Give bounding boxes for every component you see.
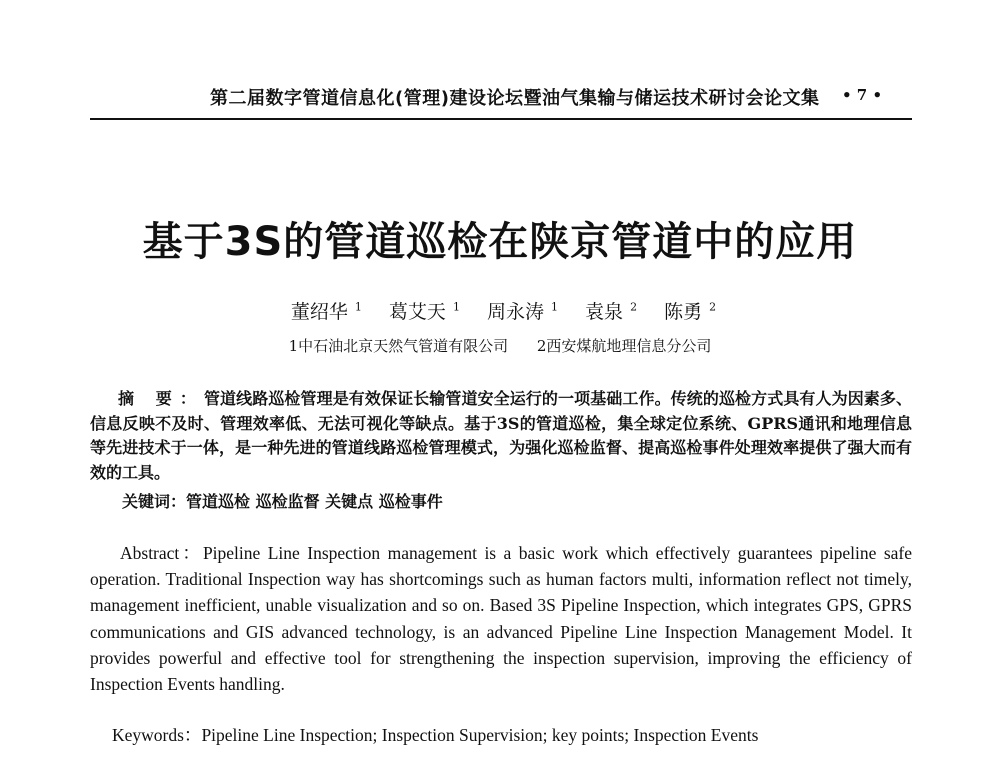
paper-title: 基于3S的管道巡检在陕京管道中的应用: [142, 219, 858, 265]
abstract-label: 摘 要：: [118, 389, 204, 408]
keywords-label: Keywords：: [112, 725, 202, 745]
author: 袁泉 $^2$: [585, 300, 638, 323]
author: 董绍华 $^1$: [290, 300, 362, 323]
chinese-abstract: [90, 387, 912, 485]
keywords-label: 关键词：: [122, 492, 187, 511]
abstract-text: Pipeline Line Inspection management is a basic work which effectively guarantees pipeline safe operation. Traditional Inspection way has shortcomings such as human factors multi, information reflect not timely, management inefficient, unable visualization and so on. Based 3S Pipeline Inspection, which integrates GPS, GPRS communications and GIS advanced technology, is an advanced Pipeline Line Inspection Management Model. It provides powerful and effective tool for strengthening the inspection supervision, improving the efficiency of Inspection Events handling.: [90, 543, 912, 695]
keywords-text: 管道巡检 巡检监督 关键点 巡检事件: [186, 492, 443, 511]
header-rule: [90, 118, 912, 120]
abstract-text: 管道线路巡检管理是有效保证长输管道安全运行的一项基础工作。传统的巡检方式具有人为因素多、信息反映不及时、管理效率低、无法可视化等缺点。基于3S的管道巡检，集全球定位系统、GPRS通讯和地理信息等先进技术于一体，是一种先进的管道线路巡检管理模式，为强化巡检监督、提高巡检事件处理效率提供了强大而有效的工具。: [90, 389, 912, 482]
english-abstract: [90, 540, 912, 697]
author: 周永涛 $^1$: [486, 300, 558, 323]
abstract-label: Abstract：: [120, 543, 203, 563]
english-keywords: [112, 722, 758, 747]
running-header: 第二届数字管道信息化(管理)建设论坛暨油气集输与储运技术研讨会论文集: [210, 88, 820, 109]
affiliation: 2西安煤航地理信息分公司: [536, 337, 712, 355]
affiliation: 1中石油北京天然气管道有限公司: [288, 337, 509, 355]
author-list: [0, 297, 1000, 324]
keywords-text: Pipeline Line Inspection; Inspection Supervision; key points; Inspection Events: [201, 725, 759, 745]
chinese-keywords: [122, 489, 443, 512]
page-number: • 7 •: [842, 86, 883, 104]
affiliations: [0, 335, 1000, 356]
author: 陈勇 $^2$: [664, 300, 717, 323]
author: 葛艾天 $^1$: [388, 300, 460, 323]
